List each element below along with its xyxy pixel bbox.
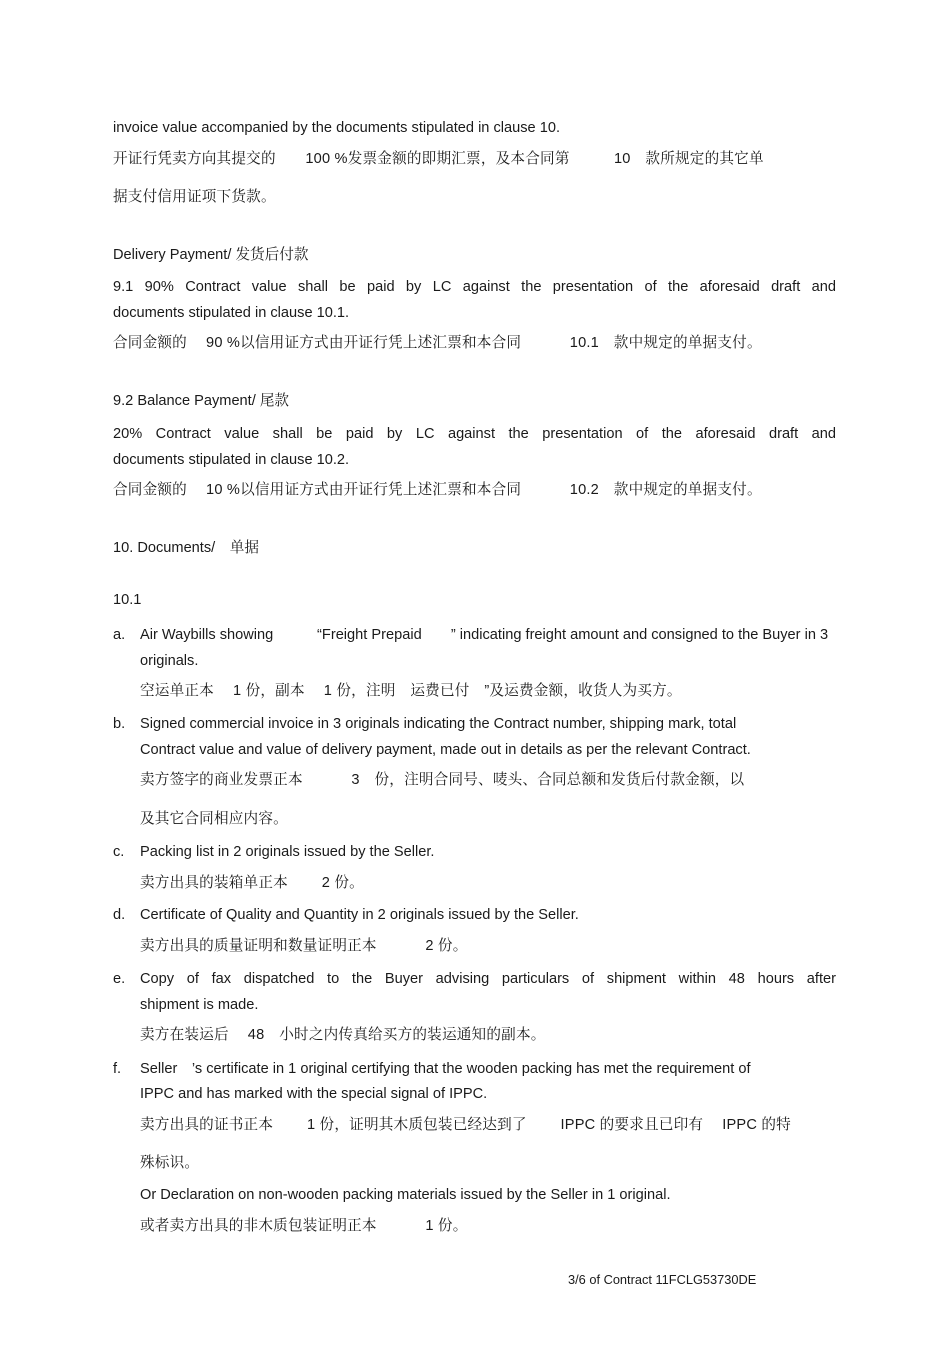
clause-9-1-chinese: 合同金额的 90 %以信用证方式由开证行凭上述汇票和本合同 10.1 款中规定的单据支付。 — [113, 335, 762, 351]
item-label-d: d. — [113, 907, 126, 923]
item-a-english-line-2: originals. — [140, 653, 199, 669]
clause-9-2-english-line-2: documents stipulated in clause 10.2. — [113, 452, 350, 468]
item-label-c: c. — [113, 844, 125, 860]
item-b-chinese-line-2: 及其它合同相应内容。 — [140, 811, 288, 827]
documents-heading: 10. Documents/ 单据 — [113, 540, 259, 556]
clause-9-2-english-line-1: 20% Contract value shall be paid by LC against the presentation of the aforesaid draft and — [113, 426, 836, 442]
item-f-chinese-line-2: 殊标识。 — [140, 1155, 200, 1171]
item-f-english-line-2: IPPC and has marked with the special signal of IPPC. — [140, 1086, 488, 1102]
item-label-b: b. — [113, 716, 126, 732]
intro-english-line: invoice value accompanied by the documents stipulated in clause 10. — [113, 120, 561, 136]
item-d-chinese: 卖方出具的质量证明和数量证明正本 2 份。 — [140, 938, 468, 954]
intro-chinese-line-1: 开证行凭卖方向其提交的 100 %发票金额的即期汇票，及本合同第 10 款所规定的其它单 — [113, 151, 764, 167]
item-f-english-line-1: Seller ’s certificate in 1 original certifying that the wooden packing has met the requirement of — [140, 1061, 751, 1077]
item-f-chinese-line-1: 卖方出具的证书正本 1 份，证明其木质包装已经达到了 IPPC 的要求且已印有 IPPC 的特 — [140, 1117, 791, 1133]
item-a-chinese: 空运单正本 1 份，副本 1 份，注明 运费已付 ”及运费金额，收货人为买方。 — [140, 683, 682, 699]
item-d-english: Certificate of Quality and Quantity in 2 originals issued by the Seller. — [140, 907, 579, 923]
page-footer: 3/6 of Contract 11FCLG53730DE — [568, 1272, 757, 1287]
balance-payment-heading: 9.2 Balance Payment/ 尾款 — [113, 393, 290, 409]
clause-9-2-chinese: 合同金额的 10 %以信用证方式由开证行凭上述汇票和本合同 10.2 款中规定的单据支付。 — [113, 482, 762, 498]
item-c-chinese: 卖方出具的装箱单正本 2 份。 — [140, 875, 364, 891]
item-b-chinese-line-1: 卖方签字的商业发票正本 3 份，注明合同号、唛头、合同总额和发货后付款金额，以 — [140, 772, 745, 788]
item-a-english-line-1: Air Waybills showing “Freight Prepaid ” indicating freight amount and consigned to the Buyer in 3 — [140, 627, 829, 643]
clause-9-1-english-line-1: 9.1 90% Contract value shall be paid by LC against the presentation of the aforesaid draft and — [113, 279, 836, 295]
item-e-chinese: 卖方在装运后 48 小时之内传真给买方的装运通知的副本。 — [140, 1027, 546, 1043]
clause-9-1-english-line-2: documents stipulated in clause 10.1. — [113, 305, 350, 321]
item-label-e: e. — [113, 971, 126, 987]
delivery-payment-heading: Delivery Payment/ 发货后付款 — [113, 247, 309, 263]
item-e-english-line-1: Copy of fax dispatched to the Buyer advising particulars of shipment within 48 hours after — [140, 971, 836, 987]
item-label-f: f. — [113, 1061, 122, 1077]
item-c-english: Packing list in 2 originals issued by the Seller. — [140, 844, 435, 860]
documents-subclause-10-1: 10.1 — [113, 592, 142, 608]
item-f-alternative-chinese: 或者卖方出具的非木质包装证明正本 1 份。 — [140, 1218, 468, 1234]
item-b-english-line-1: Signed commercial invoice in 3 originals indicating the Contract number, shipping mark, total — [140, 716, 737, 732]
item-e-english-line-2: shipment is made. — [140, 997, 259, 1013]
intro-chinese-line-2: 据支付信用证项下货款。 — [113, 189, 276, 205]
item-b-english-line-2: Contract value and value of delivery payment, made out in details as per the relevant Contract. — [140, 742, 751, 758]
item-f-alternative-english: Or Declaration on non-wooden packing materials issued by the Seller in 1 original. — [140, 1187, 671, 1203]
item-label-a: a. — [113, 627, 126, 643]
